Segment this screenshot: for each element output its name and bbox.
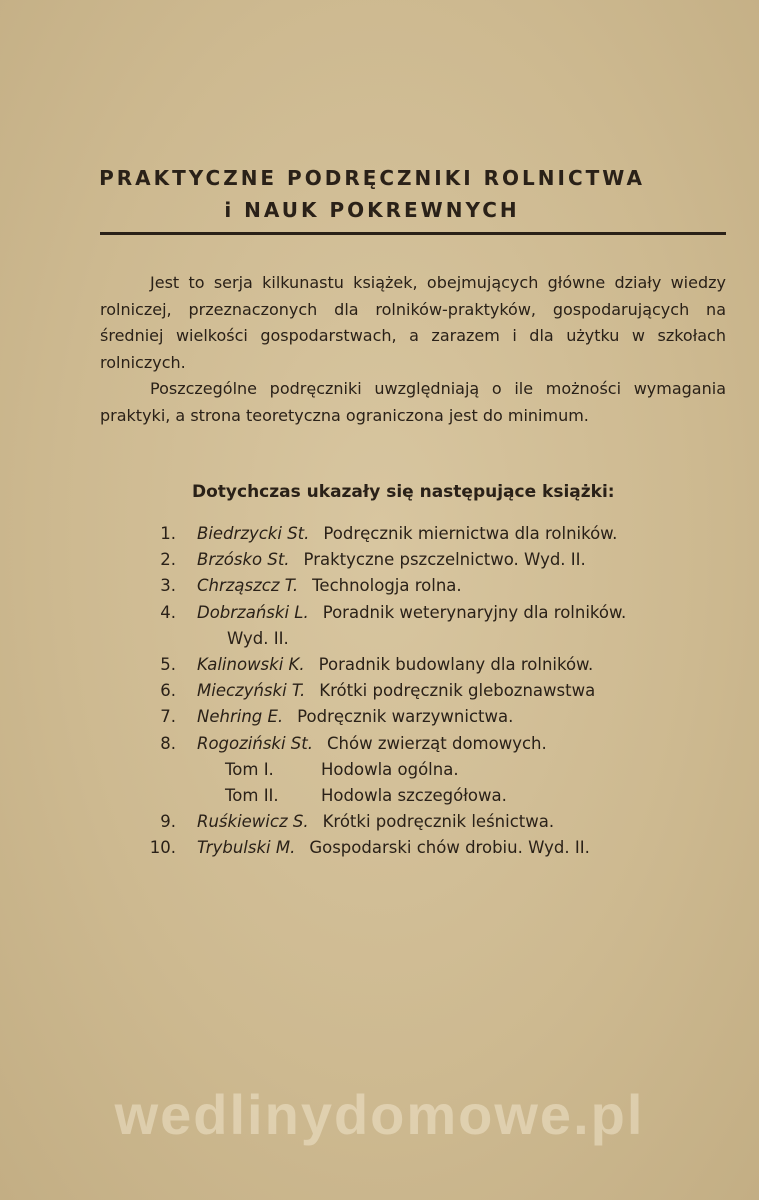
volume-content — [225, 757, 459, 783]
item-content — [197, 678, 595, 704]
item-content — [197, 652, 593, 678]
item-number: 8. — [160, 733, 176, 753]
item-title: Technologja rolna. — [312, 576, 462, 596]
item-number: 2. — [160, 550, 176, 570]
list-item — [100, 652, 730, 678]
list-heading: Dotychczas ukazały się następujące książki: — [192, 482, 615, 502]
list-item — [100, 547, 730, 573]
list-item — [100, 704, 730, 730]
intro-text — [100, 270, 726, 429]
item-number: 10. — [149, 838, 176, 858]
list-item — [100, 521, 730, 547]
volume-label: Tom II. — [225, 785, 279, 805]
item-author: Chrząszcz T. — [197, 576, 299, 596]
item-content — [197, 547, 586, 573]
list-item — [100, 731, 730, 757]
item-author: Brzósko St. — [197, 550, 290, 570]
item-author: Biedrzycki St. — [197, 524, 310, 543]
volume-title: Hodowla szczegółowa. — [321, 785, 507, 805]
item-title: Gospodarski chów drobiu. Wyd. II. — [309, 838, 590, 858]
item-author: Kalinowski K. — [197, 654, 305, 674]
watermark-text: wedlinydomowe.pl — [114, 1083, 645, 1146]
item-title: Podręcznik warzywnictwa. — [297, 707, 514, 727]
list-item — [100, 835, 730, 861]
item-number: 3. — [160, 576, 176, 596]
volume-item — [100, 757, 730, 783]
item-title: Praktyczne pszczelnictwo. Wyd. II. — [303, 550, 586, 570]
list-item-continuation — [100, 626, 730, 652]
volume-content — [225, 783, 507, 809]
item-content — [197, 704, 513, 730]
series-subtitle: i NAUK POKREWNYCH — [224, 198, 520, 222]
heading-rule — [100, 232, 726, 235]
item-author: Nehring E. — [197, 707, 284, 727]
item-content — [197, 731, 547, 757]
item-title: Podręcznik miernictwa dla rolników. — [323, 524, 618, 543]
intro-paragraph-2: Poszczególne podręczniki uwzględniają o ile możności wymagania praktyki, a strona teoretyczna ograniczona jest do minimum. — [100, 379, 726, 425]
volume-item — [100, 783, 730, 809]
item-continuation: Wyd. II. — [227, 628, 289, 648]
item-author: Trybulski M. — [197, 838, 296, 858]
list-item — [100, 600, 730, 626]
item-author: Ruśkiewicz S. — [197, 812, 309, 832]
list-item — [100, 573, 730, 599]
item-title: Poradnik budowlany dla rolników. — [318, 654, 594, 674]
item-number: 4. — [160, 602, 176, 622]
book-list — [100, 521, 730, 861]
item-number: 9. — [160, 812, 176, 832]
volume-title: Hodowla ogólna. — [321, 759, 459, 779]
item-content — [197, 600, 626, 626]
item-number: 5. — [160, 654, 176, 674]
item-author: Mieczyński T. — [197, 681, 306, 701]
item-content — [197, 573, 462, 599]
item-title: Krótki podręcznik leśnictwa. — [322, 812, 555, 832]
item-number: 1. — [160, 524, 176, 543]
item-number: 6. — [160, 681, 176, 701]
volume-label: Tom I. — [225, 759, 274, 779]
item-number: 7. — [160, 707, 176, 727]
item-author: Rogoziński St. — [197, 733, 313, 753]
item-author: Dobrzański L. — [197, 602, 309, 622]
item-title: Poradnik weterynaryjny dla rolników. — [322, 602, 627, 622]
item-title: Krótki podręcznik gleboznawstwa — [319, 681, 596, 701]
item-content — [197, 809, 554, 835]
list-item — [100, 678, 730, 704]
item-content — [197, 521, 617, 547]
item-content — [197, 835, 590, 861]
item-title: Chów zwierząt domowych. — [327, 733, 547, 753]
intro-paragraph-1: Jest to serja kilkunastu książek, obejmujących główne działy wiedzy rolniczej, przeznaczonych dla rolników-praktyków, gospodarujących na średniej wielkości gospodarstwach, a zarazem i dla użytku w szkołach rolniczych. — [100, 273, 726, 372]
series-title: PRAKTYCZNE PODRĘCZNIKI ROLNICTWA — [99, 166, 645, 190]
list-item — [100, 809, 730, 835]
